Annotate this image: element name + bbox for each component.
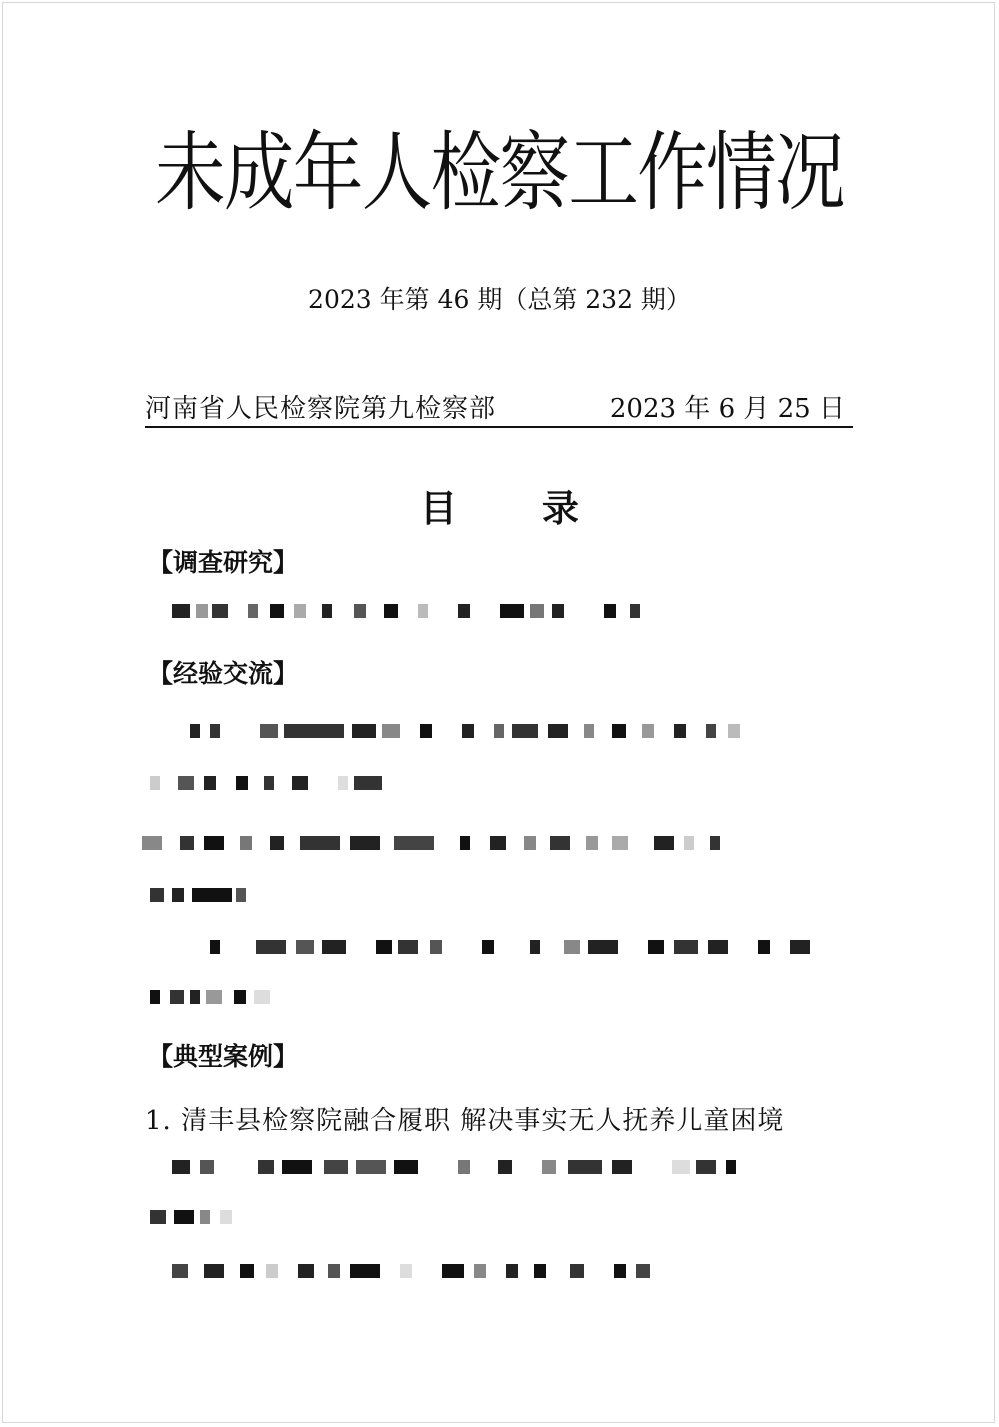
- redacted-text: [172, 1160, 832, 1174]
- redacted-text: [172, 604, 662, 618]
- section-heading-experience: 【经验交流】: [148, 659, 299, 688]
- redacted-text: [142, 836, 854, 850]
- redacted-text: [172, 1264, 692, 1278]
- redacted-text: [190, 724, 830, 738]
- redacted-text: [150, 1210, 245, 1224]
- document-title: 未成年人检察工作情况: [155, 123, 844, 223]
- toc-title: 目 录: [420, 487, 615, 530]
- redacted-text: [210, 940, 856, 954]
- redacted-text: [150, 888, 260, 902]
- toc-item-case-1: 1. 清丰县检察院融合履职 解决事实无人抚养儿童困境: [145, 1106, 785, 1136]
- redacted-text: [150, 990, 275, 1004]
- issuer-line: [145, 392, 853, 428]
- issue-number: 2023 年第 46 期（总第 232 期）: [308, 285, 691, 314]
- section-heading-research: 【调查研究】: [148, 548, 299, 577]
- redacted-text: [150, 776, 410, 790]
- issuer-name: 河南省人民检察院第九检察部: [145, 394, 497, 424]
- issue-date: 2023 年 6 月 25 日: [609, 394, 845, 424]
- section-heading-cases: 【典型案例】: [148, 1042, 299, 1071]
